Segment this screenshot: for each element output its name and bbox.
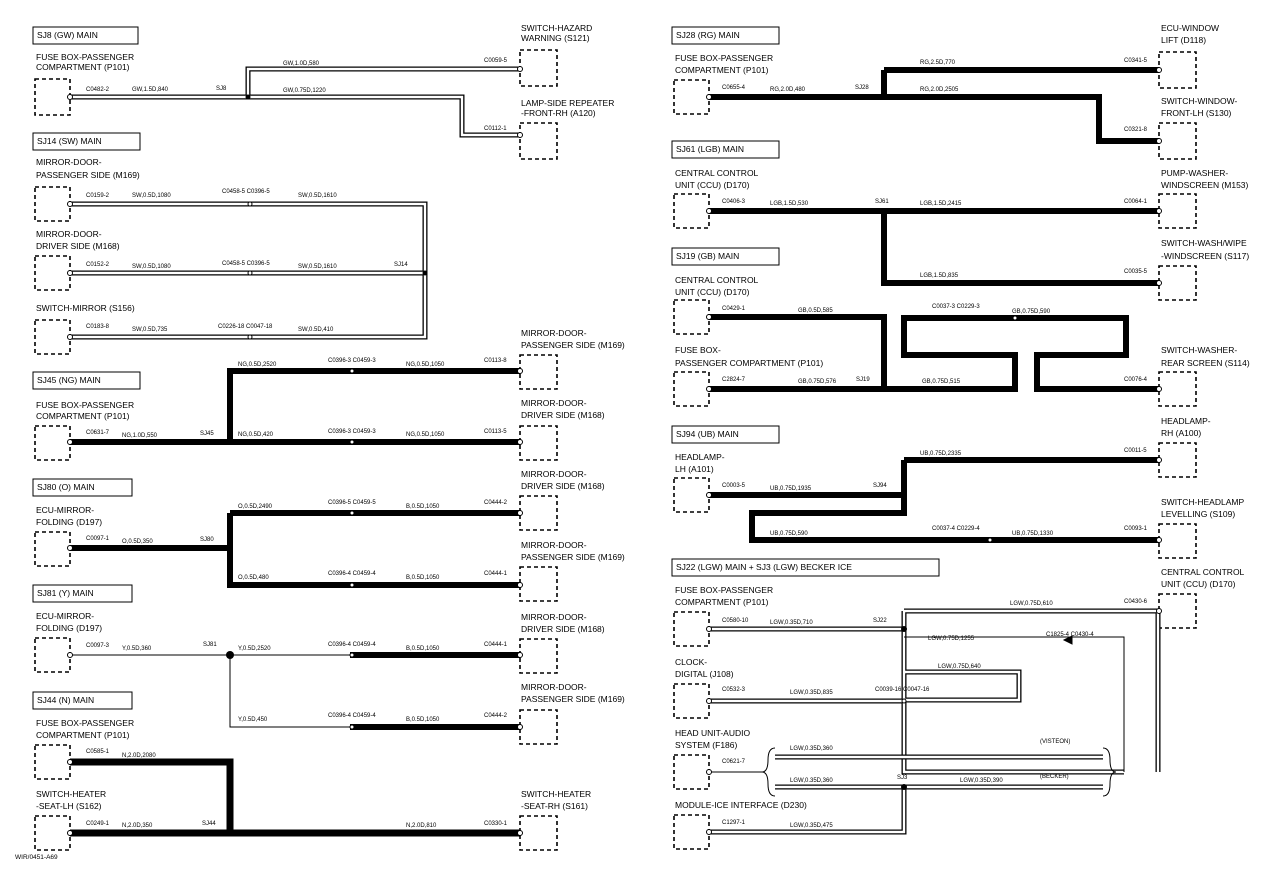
component-box	[674, 612, 709, 646]
figure-id: WIR/0451-A69	[15, 854, 58, 861]
connector-label: C0396-4 C0459-4	[328, 713, 376, 719]
component-box	[520, 123, 557, 159]
group-header: SJ80 (O) MAIN	[37, 482, 95, 492]
component-label: -SEAT-LH (S162)	[36, 801, 102, 811]
component-label: HEADLAMP-	[675, 452, 725, 462]
wire-label: LGW,0.35D,390	[960, 778, 1003, 784]
connector-pin	[350, 511, 354, 515]
component-label: SWITCH-HEATER	[521, 789, 592, 799]
connector-label: C0039-16 C0047-16	[875, 687, 930, 693]
splice-dot	[881, 208, 887, 214]
group-sj80	[33, 469, 625, 601]
connector-label: C0580-10	[722, 618, 749, 624]
group-sj61	[672, 141, 1249, 300]
component-label: -SEAT-RH (S161)	[521, 801, 588, 811]
connector-pin	[902, 699, 906, 703]
component-label: HEADLAMP-	[1161, 416, 1211, 426]
splice-label: SJ45	[200, 431, 214, 437]
connector-label: C0444-2	[484, 713, 508, 719]
component-label: REAR SCREEN (S114)	[1161, 358, 1250, 368]
group-sj44	[33, 692, 591, 850]
component-label: UNIT (CCU) (D170)	[675, 180, 750, 190]
component-box	[520, 496, 557, 530]
component-label: SWITCH-HAZARD	[521, 23, 593, 33]
component-label: -WINDSCREEN (S117)	[1161, 251, 1250, 261]
group-sj22	[672, 559, 1245, 849]
wire-label: NG,0.5D,420	[238, 432, 274, 438]
connector-pin	[350, 440, 354, 444]
connector-label: C0532-3	[722, 687, 746, 693]
group-header: SJ19 (GB) MAIN	[676, 251, 740, 261]
component-label: -FRONT-RH (A120)	[521, 108, 596, 118]
connector-pin	[248, 335, 252, 339]
wire-label: RG,2.0D,480	[770, 87, 806, 93]
component-label: CENTRAL CONTROL	[675, 275, 759, 285]
wire-label: LGW,0.75D,640	[938, 664, 981, 670]
connector-pin	[1157, 209, 1162, 214]
component-box	[520, 816, 557, 850]
connector-pin	[707, 770, 712, 775]
component-label: DRIVER SIDE (M168)	[521, 410, 605, 420]
group-header: SJ81 (Y) MAIN	[37, 588, 94, 598]
component-label: COMPARTMENT (P101)	[675, 597, 769, 607]
component-box	[674, 80, 709, 114]
connector-label: C0655-4	[722, 85, 746, 91]
connector-pin	[1157, 68, 1162, 73]
connector-label: C0396-3 C0459-3	[328, 429, 376, 435]
component-label: PASSENGER SIDE (M169)	[36, 170, 140, 180]
connector-pin	[518, 369, 523, 374]
connector-pin	[68, 831, 73, 836]
wire-label: SW,0.5D,1080	[132, 193, 171, 199]
component-label: HEAD UNIT-AUDIO	[675, 728, 751, 738]
connector-label: C0097-1	[86, 536, 110, 542]
component-box	[520, 639, 557, 673]
component-label: DRIVER SIDE (M168)	[36, 241, 120, 251]
connector-label: C0035-5	[1124, 269, 1148, 275]
wire-label: SW,0.5D,1610	[298, 264, 337, 270]
connector-label: C0396-3 C0459-3	[328, 358, 376, 364]
connector-label: C0341-5	[1124, 58, 1148, 64]
connector-label: C0631-7	[86, 430, 110, 436]
wire-label: SW,0.5D,410	[298, 327, 334, 333]
splice-label: SJ3	[897, 775, 908, 781]
component-box	[520, 355, 557, 389]
component-box	[1159, 266, 1196, 300]
wire-label: SW,0.5D,735	[132, 327, 168, 333]
component-box	[1159, 594, 1196, 628]
connector-label: C0482-2	[86, 87, 110, 93]
connector-label: C0406-3	[722, 199, 746, 205]
component-label: LIFT (D118)	[1161, 35, 1207, 45]
component-label: DRIVER SIDE (M168)	[521, 624, 605, 634]
component-box	[1159, 52, 1196, 88]
wire-label: LGW,0.35D,835	[790, 690, 833, 696]
wire-label: Y,0.5D,2520	[238, 646, 271, 652]
component-label: MIRROR-DOOR-	[521, 682, 587, 692]
connector-label: C0093-1	[1124, 526, 1148, 532]
connector-label: C0226-18 C0047-18	[218, 324, 273, 330]
component-label: FOLDING (D197)	[36, 517, 103, 527]
component-label: MIRROR-DOOR-	[521, 540, 587, 550]
connector-label: C0429-1	[722, 306, 746, 312]
component-label: COMPARTMENT (P101)	[36, 730, 130, 740]
connector-label: C0152-2	[86, 262, 110, 268]
splice-dot	[901, 492, 907, 498]
connector-label: C0059-5	[484, 58, 508, 64]
wire-label: NG,1.0D,550	[122, 433, 158, 439]
component-box	[674, 300, 709, 334]
splice-label: SJ81	[203, 642, 217, 648]
wire-label: LGW,0.75D,610	[1010, 601, 1053, 607]
wire-label: LGW,0.35D,475	[790, 823, 833, 829]
connector-label: C0585-1	[86, 749, 110, 755]
component-label: MIRROR-DOOR-	[521, 328, 587, 338]
component-box	[1159, 123, 1196, 159]
component-label: SWITCH-HEADLAMP	[1161, 497, 1245, 507]
wire-label: UB,0.75D,590	[770, 531, 808, 537]
component-label: PUMP-WASHER-	[1161, 168, 1229, 178]
splice-dot	[226, 651, 234, 659]
component-box	[35, 320, 70, 354]
wire-label: B,0.5D,1050	[406, 646, 440, 652]
connector-label: C0112-1	[484, 126, 507, 132]
connector-pin	[68, 760, 73, 765]
connector-label: C0037-4 C0229-4	[932, 526, 980, 532]
wire-label: Y,0.5D,450	[238, 717, 268, 723]
connector-pin	[1157, 387, 1162, 392]
group-header: SJ61 (LGB) MAIN	[676, 144, 745, 154]
wire-label: O,0.5D,2490	[238, 504, 273, 510]
connector-label: C0621-7	[722, 759, 746, 765]
connector-label: C0396-4 C0459-4	[328, 571, 376, 577]
wire-label: RG,2.0D,2505	[920, 87, 959, 93]
wire-label: SW,0.5D,1080	[132, 264, 171, 270]
wire-label: RG,2.5D,770	[920, 60, 956, 66]
wire-label: GW,1.5D,840	[132, 87, 169, 93]
wire-label: LGW,0.75D,1255	[928, 636, 975, 642]
wire-label: LGW,0.35D,710	[770, 620, 813, 626]
wire-label: NG,0.5D,2520	[238, 362, 277, 368]
component-label: MIRROR-DOOR-	[521, 398, 587, 408]
connector-pin	[1157, 281, 1162, 286]
wire-label: NG,0.5D,1050	[406, 362, 445, 368]
connector-label: C0430-6	[1124, 599, 1148, 605]
component-label: CENTRAL CONTROL	[1161, 567, 1245, 577]
component-label: FUSE BOX-PASSENGER	[675, 53, 774, 63]
connector-pin	[1157, 538, 1162, 543]
connector-label: C0444-2	[484, 500, 508, 506]
group-header: SJ8 (GW) MAIN	[37, 30, 98, 40]
component-label: FUSE BOX-PASSENGER	[36, 400, 135, 410]
wire-label: GB,0.5D,585	[798, 308, 833, 314]
splice-dot	[881, 94, 887, 100]
component-label: ECU-MIRROR-	[36, 611, 95, 621]
splice-dot	[227, 830, 234, 837]
connector-pin	[707, 315, 712, 320]
connector-label: C0249-1	[86, 821, 110, 827]
wire-label: UB,0.75D,1935	[770, 486, 812, 492]
connector-pin	[518, 133, 523, 138]
splice-dot	[423, 271, 428, 276]
component-label: FUSE BOX-PASSENGER	[36, 52, 135, 62]
component-label: WARNING (S121)	[521, 33, 590, 43]
splice-label: SJ19	[856, 377, 870, 383]
group-header: SJ44 (N) MAIN	[37, 695, 95, 705]
connector-pin	[518, 67, 523, 72]
component-box	[674, 194, 709, 228]
wire-label: LGB,1.5D,835	[920, 273, 959, 279]
connector-label: C0396-5 C0459-5	[328, 500, 376, 506]
component-box	[674, 372, 709, 406]
connector-label: C0396-4 C0459-4	[328, 642, 376, 648]
wire-label: GW,1.0D,580	[283, 61, 320, 67]
connector-pin	[988, 538, 992, 542]
component-label: FUSE BOX-	[675, 345, 721, 355]
component-box	[35, 745, 70, 779]
splice-label: SJ61	[875, 199, 889, 205]
component-label: LH (A101)	[675, 464, 714, 474]
connector-label: C0113-8	[484, 358, 507, 364]
component-label: CENTRAL CONTROL	[675, 168, 759, 178]
component-label: FUSE BOX-PASSENGER	[675, 585, 774, 595]
splice-dot	[227, 545, 233, 551]
component-label: SWITCH-HEATER	[36, 789, 107, 799]
component-label: COMPARTMENT (P101)	[36, 411, 130, 421]
splice-dot	[901, 784, 907, 790]
wire-label: NG,0.5D,1050	[406, 432, 445, 438]
group-header: SJ28 (RG) MAIN	[676, 30, 740, 40]
wire-label: UB,0.75D,1330	[1012, 531, 1054, 537]
component-label: MIRROR-DOOR-	[36, 157, 102, 167]
component-label: SWITCH-WASHER-	[1161, 345, 1238, 355]
connector-pin	[68, 95, 73, 100]
component-label: UNIT (CCU) (D170)	[675, 287, 750, 297]
component-label: SYSTEM (F186)	[675, 740, 738, 750]
connector-label: C0113-5	[484, 429, 507, 435]
component-label: FOLDING (D197)	[36, 623, 103, 633]
connector-pin	[248, 202, 252, 206]
connector-pin	[707, 627, 712, 632]
group-sj14	[33, 133, 428, 354]
group-header: SJ14 (SW) MAIN	[37, 136, 102, 146]
splice-label: SJ8	[216, 86, 227, 92]
connector-pin	[518, 440, 523, 445]
component-box	[35, 256, 70, 290]
connector-pin	[68, 335, 73, 340]
component-box	[35, 187, 70, 221]
component-box	[520, 567, 557, 601]
splice-label: SJ94	[873, 483, 887, 489]
splice-label: SJ14	[394, 262, 408, 268]
group-header: SJ94 (UB) MAIN	[676, 429, 739, 439]
wire-label: B,0.5D,1050	[406, 504, 440, 510]
splice-label: SJ28	[855, 85, 869, 91]
component-box	[1159, 372, 1196, 406]
wire-label: LGB,1.5D,530	[770, 201, 809, 207]
component-label: ECU-MIRROR-	[36, 505, 95, 515]
connector-pin	[707, 387, 712, 392]
component-label: COMPARTMENT (P101)	[36, 62, 130, 72]
connector-pin	[518, 653, 523, 658]
connector-pin	[68, 271, 73, 276]
component-label: RH (A100)	[1161, 428, 1202, 438]
group-sj28	[672, 23, 1237, 159]
connector-pin	[68, 653, 73, 658]
component-box	[520, 50, 557, 86]
wire-label: GB,0.75D,590	[1012, 309, 1051, 315]
connector-pin	[350, 583, 354, 587]
component-label: DRIVER SIDE (M168)	[521, 481, 605, 491]
component-label: LAMP-SIDE REPEATER	[521, 98, 615, 108]
splice-label: SJ22	[873, 618, 887, 624]
group-sj45	[33, 328, 625, 460]
group-header: SJ22 (LGW) MAIN + SJ3 (LGW) BECKER ICE	[676, 562, 852, 572]
connector-label: C0097-3	[86, 643, 110, 649]
connector-label: C0159-2	[86, 193, 110, 199]
wire-label: SW,0.5D,1610	[298, 193, 337, 199]
connector-pin	[707, 95, 712, 100]
wire-label: UB,0.75D,2335	[920, 451, 962, 457]
connector-pin	[518, 511, 523, 516]
connector-label: C0444-1	[484, 571, 508, 577]
component-box	[1159, 524, 1196, 558]
connector-label: C1297-1	[722, 820, 746, 826]
group-sj94	[672, 416, 1244, 558]
connector-pin	[1157, 139, 1162, 144]
connector-pin	[248, 271, 252, 275]
component-label: SWITCH-MIRROR (S156)	[36, 303, 135, 313]
connector-label: C0003-5	[722, 483, 746, 489]
component-box	[35, 816, 70, 850]
connector-label: C0064-1	[1124, 199, 1148, 205]
component-label: MIRROR-DOOR-	[36, 229, 102, 239]
connector-label: C0183-8	[86, 324, 110, 330]
component-label: PASSENGER COMPARTMENT (P101)	[675, 358, 824, 368]
connector-pin	[707, 699, 712, 704]
splice-dot	[246, 95, 251, 100]
splice-label: SJ44	[202, 821, 216, 827]
component-label: SWITCH-WASH/WIPE	[1161, 238, 1247, 248]
component-label: ECU-WINDOW	[1161, 23, 1220, 33]
wire-label: GW,0.75D,1220	[283, 88, 326, 94]
connector-pin	[350, 653, 354, 657]
connector-pin	[1157, 458, 1162, 463]
connector-pin	[707, 830, 712, 835]
connector-pin	[518, 831, 523, 836]
text-label: (VISTEON)	[1040, 739, 1071, 745]
wire-label: GB,0.75D,576	[798, 379, 837, 385]
component-box	[1159, 194, 1196, 228]
connector-pin	[68, 440, 73, 445]
wire-label: O,0.5D,480	[238, 575, 269, 581]
wire-label: N,2.0D,2080	[122, 753, 156, 759]
component-label: DIGITAL (J108)	[675, 669, 734, 679]
wire-label: LGB,1.5D,2415	[920, 201, 962, 207]
component-box	[674, 815, 709, 849]
connector-label: C2824-7	[722, 377, 746, 383]
connector-label: C0458-5 C0396-5	[222, 189, 270, 195]
component-label: PASSENGER SIDE (M169)	[521, 340, 625, 350]
component-box	[1159, 443, 1196, 477]
connector-pin	[707, 209, 712, 214]
connector-label: C0330-1	[484, 821, 508, 827]
component-label: CLOCK-	[675, 657, 708, 667]
connector-pin	[68, 202, 73, 207]
component-box	[674, 755, 709, 789]
connector-pin	[1157, 609, 1162, 614]
component-box	[674, 684, 709, 718]
component-box	[520, 426, 557, 460]
splice-dot	[881, 386, 887, 392]
connector-pin	[350, 725, 354, 729]
component-label: FRONT-LH (S130)	[1161, 108, 1232, 118]
component-label: MODULE-ICE INTERFACE (D230)	[675, 800, 807, 810]
connector-label: C0458-5 C0396-5	[222, 261, 270, 267]
component-label: PASSENGER SIDE (M169)	[521, 694, 625, 704]
wire-label: O,0.5D,350	[122, 539, 153, 545]
component-box	[35, 532, 70, 566]
component-label: FUSE BOX-PASSENGER	[36, 718, 135, 728]
component-label: PASSENGER SIDE (M169)	[521, 552, 625, 562]
component-box	[35, 426, 70, 460]
component-label: LEVELLING (S109)	[1161, 509, 1236, 519]
splice-dot	[227, 439, 233, 445]
connector-label: C0076-4	[1124, 377, 1148, 383]
component-box	[35, 79, 70, 115]
component-label: WINDSCREEN (M153)	[1161, 180, 1249, 190]
connector-label: C0037-3 C0229-3	[932, 304, 980, 310]
text-label: (BECKER)	[1040, 774, 1069, 780]
connector-pin	[518, 725, 523, 730]
connector-pin	[1013, 316, 1017, 320]
wire-label: GB,0.75D,515	[922, 379, 961, 385]
wire-label: LGW,0.35D,360	[790, 778, 833, 784]
connector-pin	[707, 493, 712, 498]
connector-pin	[350, 369, 354, 373]
component-box	[35, 638, 70, 672]
component-label: UNIT (CCU) (D170)	[1161, 579, 1236, 589]
component-label: SWITCH-WINDOW-	[1161, 96, 1238, 106]
wire-label: LGW,0.35D,360	[790, 746, 833, 752]
wire-label: B,0.5D,1050	[406, 717, 440, 723]
component-box	[674, 478, 709, 512]
component-label: MIRROR-DOOR-	[521, 612, 587, 622]
splice-label: SJ80	[200, 537, 214, 543]
wire-label: Y,0.5D,360	[122, 646, 152, 652]
connector-pin	[518, 583, 523, 588]
connector-pin	[68, 546, 73, 551]
splice-dot	[901, 626, 907, 632]
connector-label: C0011-5	[1124, 448, 1147, 454]
component-label: COMPARTMENT (P101)	[675, 65, 769, 75]
connector-label: C0444-1	[484, 642, 508, 648]
wire-label: N,2.0D,810	[406, 823, 437, 829]
connector-label: C1825-4 C0430-4	[1046, 632, 1094, 638]
connector-label: C0321-8	[1124, 127, 1148, 133]
wire-label: N,2.0D,350	[122, 823, 153, 829]
wire-label: B,0.5D,1050	[406, 575, 440, 581]
component-label: MIRROR-DOOR-	[521, 469, 587, 479]
component-box	[520, 710, 557, 744]
group-header: SJ45 (NG) MAIN	[37, 375, 101, 385]
